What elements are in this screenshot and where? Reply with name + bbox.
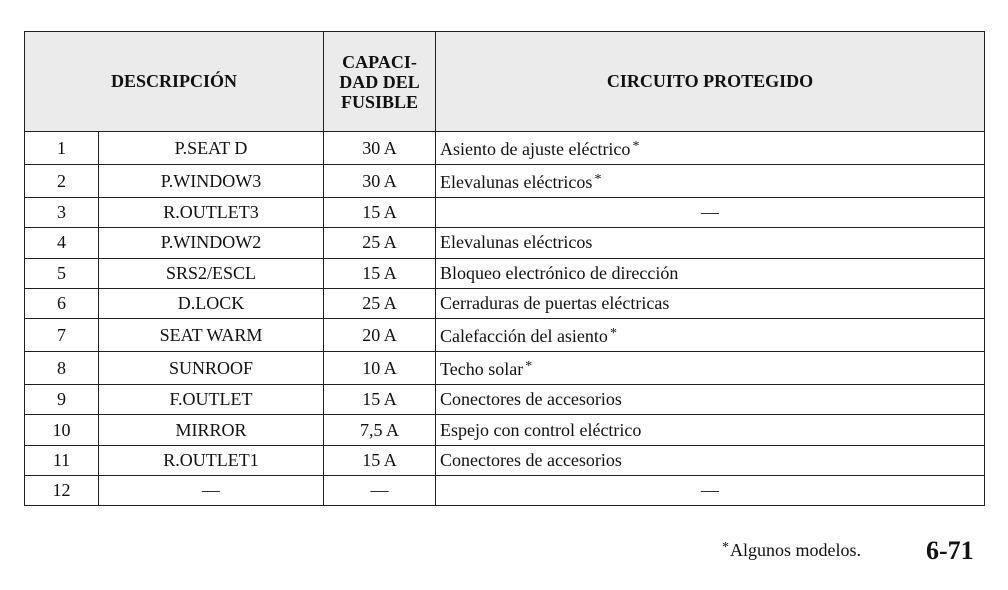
fuse-amperage: 30 A <box>324 165 436 198</box>
fuse-name: SEAT WARM <box>99 319 324 352</box>
fuse-name: R.OUTLET3 <box>99 198 324 228</box>
fuse-number: 1 <box>25 132 99 165</box>
protected-circuit <box>436 288 985 318</box>
fuse-number: 11 <box>25 445 99 475</box>
footnote <box>722 540 861 561</box>
fuse-amperage: 10 A <box>324 352 436 385</box>
fuse-number: 10 <box>25 415 99 445</box>
some-models-star: * <box>632 139 640 154</box>
table-row <box>25 228 985 258</box>
table-row <box>25 445 985 475</box>
protected-circuit <box>436 476 985 506</box>
table-row <box>25 415 985 445</box>
footnote-star: * <box>722 540 729 555</box>
footnote-text: Algunos modelos. <box>730 540 862 560</box>
protected-circuit-text: Techo solar <box>440 359 524 380</box>
protected-circuit-text: Cerraduras de puertas eléctricas <box>440 293 670 314</box>
table-row <box>25 476 985 506</box>
fuse-number: 8 <box>25 352 99 385</box>
table-row <box>25 198 985 228</box>
protected-circuit-text: Bloqueo electrónico de dirección <box>440 262 679 283</box>
header-description: DESCRIPCIÓN <box>25 32 324 132</box>
protected-circuit-text: Asiento de ajuste eléctrico <box>440 139 631 159</box>
table-row <box>25 319 985 352</box>
protected-circuit-text: Elevalunas eléctricos <box>440 172 593 192</box>
protected-circuit-text: Conectores de accesorios <box>440 389 622 410</box>
protected-circuit <box>436 415 985 445</box>
protected-circuit <box>436 132 985 165</box>
fuse-name: MIRROR <box>99 415 324 445</box>
table-row <box>25 288 985 318</box>
table-header-row <box>25 32 985 132</box>
fuse-number: 3 <box>25 198 99 228</box>
fuse-name: — <box>99 476 324 506</box>
table-row <box>25 132 985 165</box>
fuse-name: P.WINDOW3 <box>99 165 324 198</box>
some-models-star: * <box>609 326 617 342</box>
fuse-name: R.OUTLET1 <box>99 445 324 475</box>
header-capacity-line: FUSIBLE <box>340 91 419 112</box>
header-circuit: CIRCUITO PROTEGIDO <box>436 32 985 132</box>
protected-circuit-text: — <box>701 480 719 501</box>
fuse-number: 2 <box>25 165 99 198</box>
fuse-number: 5 <box>25 258 99 288</box>
fuse-number: 4 <box>25 228 99 258</box>
protected-circuit <box>436 165 985 198</box>
fuse-amperage: 15 A <box>324 385 436 415</box>
protected-circuit <box>436 228 985 258</box>
fuse-amperage: 15 A <box>324 258 436 288</box>
protected-circuit-text: Elevalunas eléctricos <box>440 232 593 253</box>
fuse-name: F.OUTLET <box>99 385 324 415</box>
fuse-amperage: 15 A <box>324 198 436 228</box>
fuse-number: 9 <box>25 385 99 415</box>
fuse-amperage: 25 A <box>324 288 436 318</box>
fuse-table <box>24 31 985 506</box>
fuse-name: D.LOCK <box>99 288 324 318</box>
protected-circuit-text: Espejo con control eléctrico <box>440 419 642 440</box>
protected-circuit <box>436 445 985 475</box>
fuse-amperage: 20 A <box>324 319 436 352</box>
protected-circuit <box>436 198 985 228</box>
table-row <box>25 165 985 198</box>
table-row <box>25 352 985 385</box>
fuse-number: 12 <box>25 476 99 506</box>
table-row <box>25 258 985 288</box>
fuse-amperage: — <box>324 476 436 506</box>
fuse-name: P.WINDOW2 <box>99 228 324 258</box>
header-capacity-line: CAPACI- <box>342 51 417 72</box>
protected-circuit <box>436 352 985 385</box>
header-capacity-line: DAD DEL <box>339 71 420 92</box>
fuse-name: SRS2/ESCL <box>99 258 324 288</box>
protected-circuit <box>436 258 985 288</box>
fuse-name: P.SEAT D <box>99 132 324 165</box>
some-models-star: * <box>594 172 602 187</box>
protected-circuit-text: Calefacción del asiento <box>440 326 608 347</box>
protected-circuit <box>436 385 985 415</box>
fuse-amperage: 30 A <box>324 132 436 165</box>
header-capacity <box>324 32 436 132</box>
protected-circuit <box>436 319 985 352</box>
page-number: 6-71 <box>926 536 974 565</box>
table-row <box>25 385 985 415</box>
fuse-amperage: 7,5 A <box>324 415 436 445</box>
fuse-amperage: 15 A <box>324 445 436 475</box>
fuse-number: 7 <box>25 319 99 352</box>
fuse-number: 6 <box>25 288 99 318</box>
protected-circuit-text: — <box>701 202 719 223</box>
fuse-amperage: 25 A <box>324 228 436 258</box>
protected-circuit-text: Conectores de accesorios <box>440 449 622 470</box>
fuse-name: SUNROOF <box>99 352 324 385</box>
some-models-star: * <box>525 359 533 375</box>
